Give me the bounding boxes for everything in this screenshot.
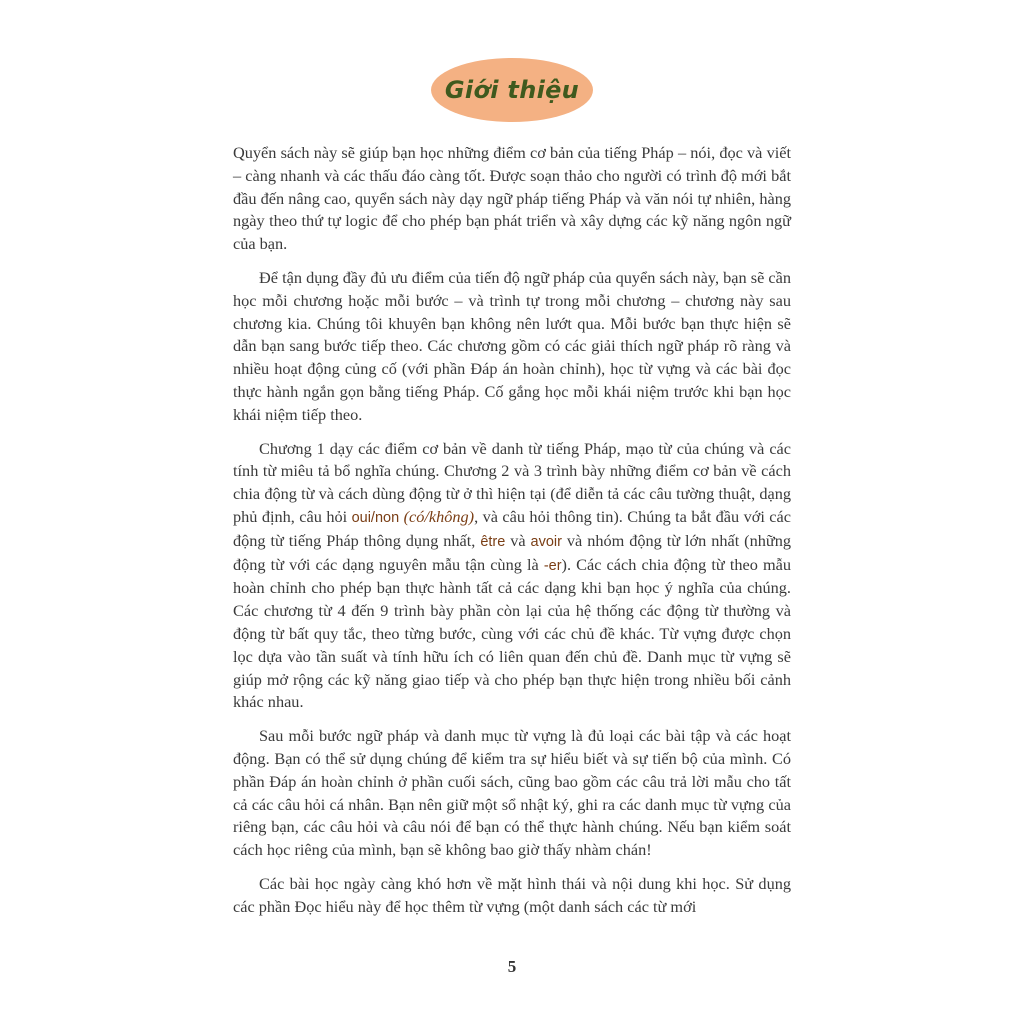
paragraph-3-part-1: Chương 1 dạy các điểm cơ bản về danh từ tiếng Pháp, mạo từ của chúng và các tính từ miêu tả bổ nghĩa chúng. Chương 2 và 3 trình bày những điểm cơ bản về cách chia động từ và cách dùng động từ ở thì hiện tại (để diễn tả các câu tường thuật, dạng phủ định, câu hỏi — [233, 438, 791, 526]
paragraph-5: Các bài học ngày càng khó hơn về mặt hình thái và nội dung khi học. Sử dụng các phần Đọc hiểu này để học thêm từ vựng (một danh sách các từ mới — [233, 873, 791, 916]
paragraph-1: Quyển sách này sẽ giúp bạn học những điểm cơ bản của tiếng Pháp – nói, đọc và viết – càng nhanh và các thấu đáo càng tốt. Được soạn thảo cho người có trình độ mới bắt đầu đến nâng cao, quyển sách này dạy ngữ pháp tiếng Pháp và văn nói tự nhiên, hàng ngày theo thứ tự logic để cho phép bạn phát triển và xây dựng các kỹ năng ngôn ngữ của bạn. — [233, 143, 791, 254]
page-number: 5 — [507, 957, 517, 976]
translation-co-khong: (có/không) — [403, 506, 475, 526]
paragraph-4: Sau mỗi bước ngữ pháp và danh mục từ vựng là đủ loại các bài tập và các hoạt động. Bạn có thể sử dụng chúng để kiểm tra sự hiểu biết và sự tiến bộ của mình. Có phần Đáp án hoàn chỉnh ở phần cuối sách, cũng bao gồm các câu trả lời mẫu cho tất cả các câu hỏi cá nhân. Bạn nên giữ một sổ nhật ký, ghi ra các danh mục từ vựng của riêng bạn, các câu hỏi và câu nói để bạn có thể thực hành chúng. Nếu bạn kiểm soát cách học riêng của mình, bạn sẽ không bao giờ thấy nhàm chán! — [233, 726, 791, 860]
paragraph-3-part-3: và nhóm động từ lớn nhất (những động từ với các dạng nguyên mẫu tận cùng là — [233, 530, 791, 574]
paragraph-2: Để tận dụng đầy đủ ưu điểm của tiến độ ngữ pháp của quyển sách này, bạn sẽ cần học mỗi chương hoặc mỗi bước – và trình tự trong mỗi chương – chương này sau chương kia. Chúng tôi khuyên bạn không nên lướt qua. Mỗi bước bạn thực hiện sẽ dẫn bạn sang bước tiếp theo. Các chương gồm có các giải thích ngữ pháp rõ ràng và nhiều hoạt động củng cố (với phần Đáp án hoàn chỉnh), học từ vựng và các bài đọc thực hành ngắn gọn bằng tiếng Pháp. Cố gắng học mỗi khái niệm trước khi bạn học khái niệm tiếp theo. — [233, 267, 791, 424]
chapter-title-badge — [431, 58, 593, 122]
french-term-er: -er — [543, 557, 562, 574]
paragraph-3-part-4: ). Các cách chia động từ theo mẫu hoàn chỉnh cho phép bạn thực hành tất cả các dạng khi bạn học ý nghĩa của chúng. Các chương từ 4 đến 9 trình bày phần còn lại của hệ thống các động từ thường và động từ bất quy tắc, theo từng bước, cùng với các chủ đề khác. Từ vựng được chọn lọc dựa vào tần suất và tính hữu ích có liên quan đến chủ đề. Danh mục từ vựng sẽ giúp mở rộng các kỹ năng giao tiếp và cho phép bạn thực hiện trong nhiều bối cảnh khác nhau. — [233, 554, 791, 712]
paragraph-3 — [233, 438, 791, 715]
french-term-avoir: avoir — [530, 533, 562, 550]
body-text — [233, 142, 791, 930]
paragraph-3-part-2: , và câu hỏi thông tin). Chúng ta bắt đầu với các động từ tiếng Pháp thông dụng nhất, — [233, 506, 791, 550]
french-term-oui-non: oui/non — [351, 509, 400, 526]
conjunction-va: và — [505, 530, 531, 550]
page-title: Giới thiệu — [444, 76, 580, 104]
french-term-etre: être — [480, 533, 506, 550]
